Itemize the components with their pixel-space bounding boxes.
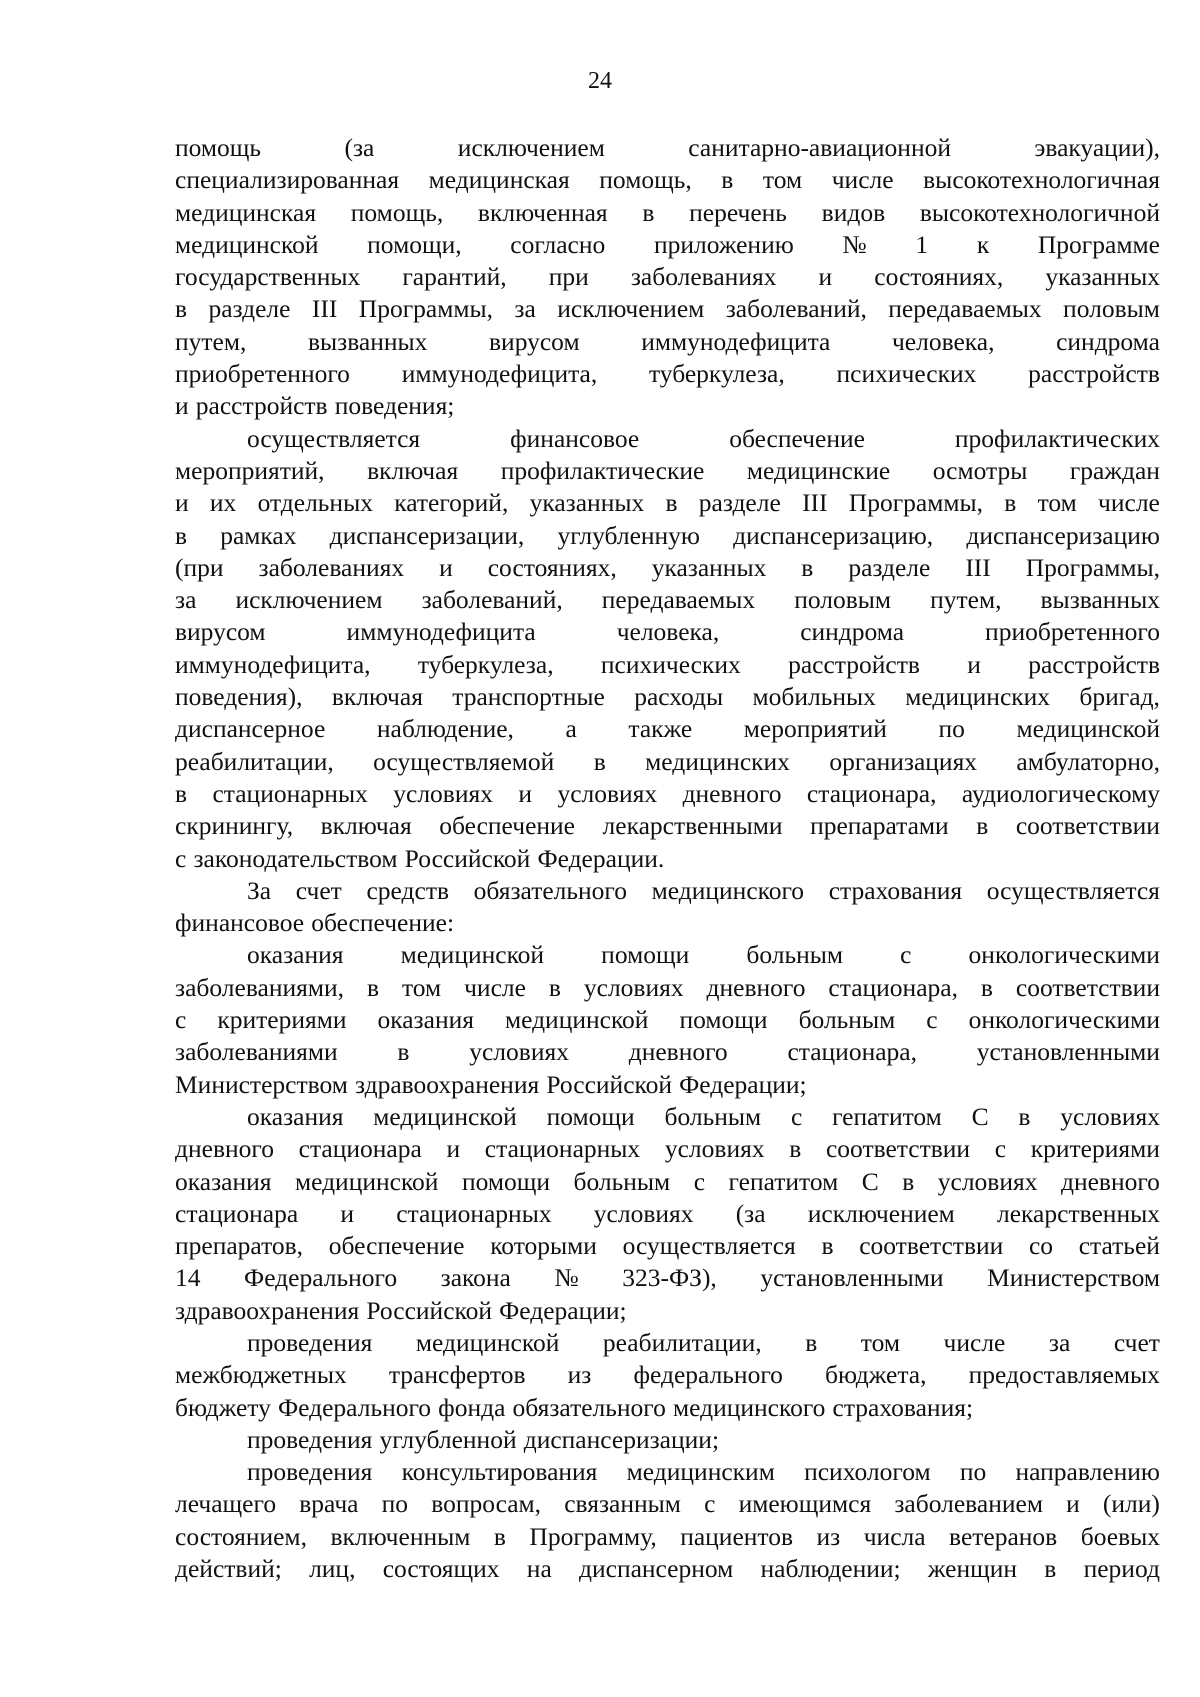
text-line: путем, вызванных вирусом иммунодефицита человека, синдрома: [175, 326, 1160, 356]
text-line: здравоохранения Российской Федерации;: [175, 1295, 627, 1325]
text-line: с законодательством Российской Федерации.: [175, 843, 665, 873]
text-line: медицинская помощь, включенная в перечень видов высокотехнологичной: [175, 197, 1160, 227]
text-line: оказания медицинской помощи больным с гепатитом С в условиях: [247, 1101, 1160, 1131]
text-line: поведения), включая транспортные расходы мобильных медицинских бригад,: [175, 682, 1160, 712]
text-line: с критериями оказания медицинской помощи больным с онкологическими: [175, 1005, 1160, 1035]
text-line: проведения консультирования медицинским психологом по направлению: [247, 1457, 1160, 1487]
text-line: реабилитации, осуществляемой в медицинских организациях амбулаторно,: [175, 746, 1160, 776]
text-line: в стационарных условиях и условиях дневного стационара, аудиологическому: [175, 778, 1160, 808]
text-line: 14 Федерального закона № 323-ФЗ), установленными Министерством: [175, 1263, 1160, 1293]
text-line: проведения медицинской реабилитации, в том числе за счет: [247, 1327, 1160, 1357]
text-line: в рамках диспансеризации, углубленную диспансеризацию, диспансеризацию: [175, 520, 1160, 550]
text-line: лечащего врача по вопросам, связанным с имеющимся заболеванием и (или): [175, 1489, 1160, 1519]
text-line: помощь (за исключением санитарно-авиационной эвакуации),: [175, 133, 1160, 162]
text-line: вирусом иммунодефицита человека, синдрома приобретенного: [175, 617, 1160, 647]
text-line: финансовое обеспечение:: [175, 908, 455, 938]
text-line: оказания медицинской помощи больным с онкологическими: [247, 940, 1160, 970]
text-line: (при заболеваниях и состояниях, указанных в разделе III Программы,: [175, 552, 1160, 582]
text-line: стационара и стационарных условиях (за исключением лекарственных: [175, 1198, 1160, 1228]
text-line: межбюджетных трансфертов из федерального бюджета, предоставляемых: [175, 1360, 1160, 1390]
text-line: мероприятий, включая профилактические медицинские осмотры граждан: [175, 455, 1160, 485]
text-line: приобретенного иммунодефицита, туберкулеза, психических расстройств: [175, 359, 1160, 389]
text-line: заболеваниями в условиях дневного стационара, установленными: [175, 1037, 1160, 1067]
text-line: медицинской помощи, согласно приложению № 1 к Программе: [175, 229, 1160, 259]
text-line: и расстройств поведения;: [175, 391, 455, 421]
text-line: действий; лиц, состоящих на диспансерном наблюдении; женщин в период: [175, 1554, 1160, 1584]
text-line: дневного стационара и стационарных условиях в соответствии с критериями: [175, 1134, 1160, 1164]
text-line: и их отдельных категорий, указанных в разделе III Программы, в том числе: [175, 488, 1160, 518]
text-line: иммунодефицита, туберкулеза, психических расстройств и расстройств: [175, 649, 1160, 679]
text-line: заболеваниями, в том числе в условиях дневного стационара, в соответствии: [175, 972, 1160, 1002]
text-line: препаратов, обеспечение которыми осуществляется в соответствии со статьей: [175, 1231, 1160, 1261]
text-line: в разделе III Программы, за исключением заболеваний, передаваемых половым: [175, 294, 1160, 324]
text-line: оказания медицинской помощи больным с гепатитом С в условиях дневного: [175, 1166, 1160, 1196]
text-line: За счет средств обязательного медицинского страхования осуществляется: [247, 875, 1160, 905]
text-line: скринингу, включая обеспечение лекарственными препаратами в соответствии: [175, 811, 1160, 841]
text-line: проведения углубленной диспансеризации;: [247, 1424, 720, 1454]
text-line: диспансерное наблюдение, а также мероприятий по медицинской: [175, 714, 1160, 744]
document-body: [175, 132, 1160, 1585]
text-line: состоянием, включенным в Программу, пациентов из числа ветеранов боевых: [175, 1521, 1160, 1551]
text-line: специализированная медицинская помощь, в том числе высокотехнологичная: [175, 165, 1160, 195]
text-line: государственных гарантий, при заболеваниях и состояниях, указанных: [175, 262, 1160, 292]
text-line: Министерством здравоохранения Российской Федерации;: [175, 1069, 807, 1099]
text-line: бюджету Федерального фонда обязательного медицинского страхования;: [175, 1392, 974, 1422]
text-line: за исключением заболеваний, передаваемых половым путем, вызванных: [175, 585, 1160, 615]
page-number: 24: [588, 68, 612, 94]
text-line: осуществляется финансовое обеспечение профилактических: [247, 423, 1160, 453]
